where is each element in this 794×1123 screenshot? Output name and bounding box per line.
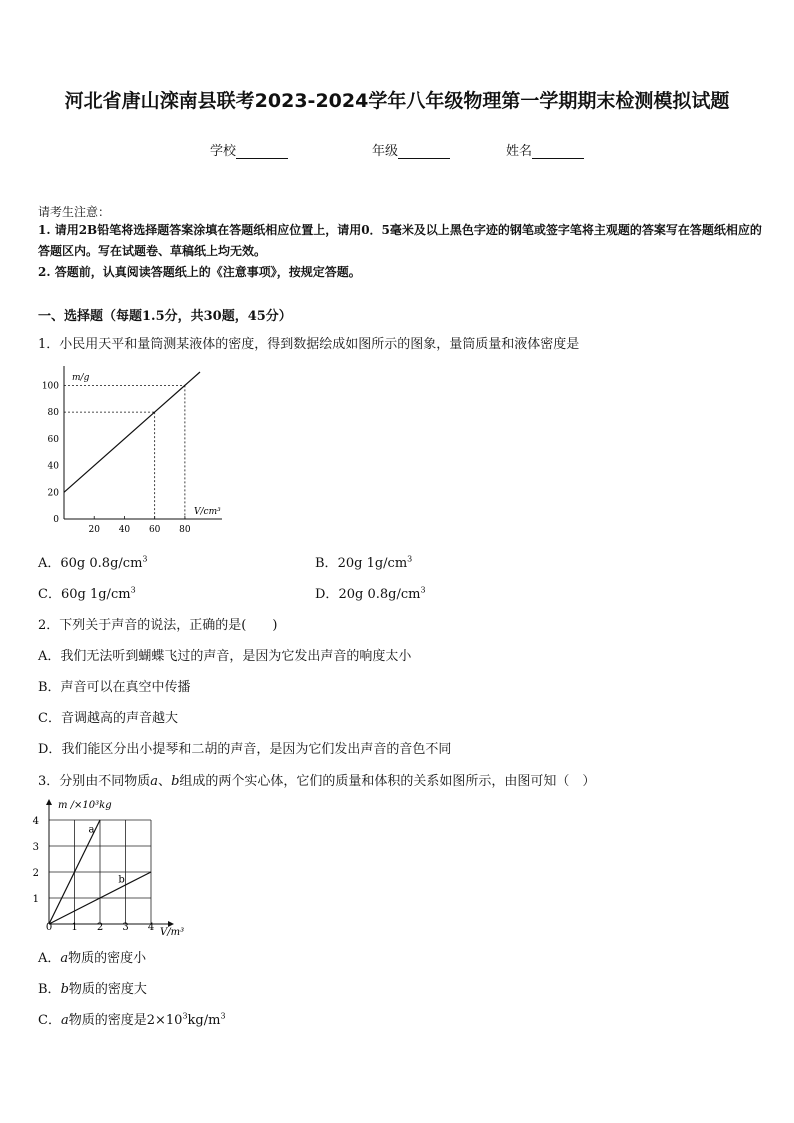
q3-a-label: A． <box>38 951 61 966</box>
y-tick-label: 60 <box>47 434 59 445</box>
school-label: 学校 <box>210 144 237 159</box>
q3-chart-ylabel: m /×10³kg <box>58 800 112 811</box>
x-tick-label: 60 <box>148 525 161 535</box>
q1-chart <box>40 362 230 537</box>
x-tick-label: 3 <box>122 922 129 933</box>
q3-c-sup1: 3 <box>182 1011 188 1021</box>
q3-stem-var-a: a <box>150 774 159 789</box>
q3-c-sup2: 3 <box>220 1011 226 1021</box>
q1-option-d[interactable] <box>315 583 426 602</box>
series-label-b: b <box>118 874 125 886</box>
q1-b-mass: 20g <box>337 556 363 571</box>
q1-a-label: A． <box>38 556 61 571</box>
q1-stem: 1．小民用天平和量筒测某液体的密度，得到数据绘成如图所示的图象，量筒质量和液体密度是 <box>38 337 580 352</box>
q3-chart <box>28 796 198 941</box>
q1-a-density: 0.8g/cm <box>89 556 143 571</box>
notice-item-1: 1. 请用2B铅笔将选择题答案涂填在答题纸相应位置上，请用0．5毫米及以上黑色字迹的钢笔或签字笔将主观题的答案写在答题纸相应的答题区内。写在试题卷、草稿纸上均无效。 <box>38 223 762 258</box>
q3-c-label: C． <box>38 1013 61 1028</box>
q1-option-a[interactable] <box>38 552 147 571</box>
exam-title: 河北省唐山滦南县联考2023-2024学年八年级物理第一学期期末检测模拟试题 <box>64 90 730 112</box>
q1-a-sup: 3 <box>142 554 148 564</box>
q3-stem-mid: 、 <box>158 774 172 789</box>
q1-d-label: D． <box>315 587 339 602</box>
y-tick-label: 1 <box>32 894 39 905</box>
q1-b-sup: 3 <box>407 554 413 564</box>
q3-stem-var-b: b <box>171 774 180 789</box>
y-tick-label: 80 <box>47 408 59 419</box>
y-tick-label: 3 <box>32 842 39 853</box>
q3-c-unit: kg/m <box>187 1013 221 1028</box>
q1-b-label: B． <box>315 556 338 571</box>
q1-option-b[interactable] <box>315 552 412 571</box>
grade-blank[interactable] <box>398 146 450 159</box>
q3-option-c[interactable] <box>38 1009 226 1028</box>
q3-chart-axes <box>46 799 174 927</box>
school-field[interactable] <box>210 140 288 159</box>
q1-d-density: 0.8g/cm <box>367 587 421 602</box>
x-tick-label: 1 <box>71 922 78 933</box>
x-tick-label: 2 <box>96 922 104 933</box>
name-label: 姓名 <box>506 144 533 159</box>
q1-chart-guides <box>64 385 185 519</box>
q2-option-a[interactable]: A．我们无法听到蝴蝶飞过的声音，是因为它发出声音的响度太小 <box>38 649 412 664</box>
q1-chart-xlabel: V/cm³ <box>194 507 221 517</box>
q3-b-label: B． <box>38 982 61 997</box>
section-title: 一、选择题（每题1.5分，共30题，45分） <box>38 309 292 324</box>
q3-b-var: b <box>60 982 69 997</box>
q3-option-a[interactable] <box>38 947 146 966</box>
q1-c-label: C． <box>38 587 61 602</box>
y-tick-label: 2 <box>32 868 39 879</box>
notice-item-2: 2. 答题前，认真阅读答题纸上的《注意事项》，按规定答题。 <box>38 265 361 279</box>
q1-a-mass: 60g <box>60 556 86 571</box>
x-tick-label: 80 <box>179 525 191 535</box>
q3-c-var: a <box>60 1013 69 1028</box>
q1-chart-axes <box>64 366 222 519</box>
q3-chart-xlabel: V/m³ <box>160 927 185 938</box>
q2-option-d[interactable]: D．我们能区分出小提琴和二胡的声音，是因为它们发出声音的音色不同 <box>38 742 452 757</box>
grade-label: 年级 <box>372 144 399 159</box>
q3-stem-suffix: 组成的两个实心体，它们的质量和体积的关系如图所示，由图可知（ ） <box>179 774 596 789</box>
q1-c-mass: 60g <box>60 587 86 602</box>
y-axis-arrow <box>46 799 52 805</box>
q2-option-b[interactable]: B．声音可以在真空中传播 <box>38 680 191 695</box>
q1-d-mass: 20g <box>338 587 364 602</box>
q3-option-b[interactable] <box>38 978 147 997</box>
name-blank[interactable] <box>532 146 584 159</box>
x-tick-label: 4 <box>147 922 155 933</box>
name-field[interactable] <box>506 140 584 159</box>
q3-a-var: a <box>60 951 69 966</box>
q1-chart-ylabel: m/g <box>72 373 90 383</box>
y-tick-label: 20 <box>47 488 59 499</box>
x-tick-label: 20 <box>88 525 100 535</box>
q3-c-text: 物质的密度是2×10 <box>68 1013 183 1028</box>
y-tick-label: 100 <box>41 381 59 392</box>
q3-chart-grid <box>49 820 151 924</box>
y-tick-label: 4 <box>32 816 39 827</box>
q1-b-density: 1g/cm <box>366 556 408 571</box>
q2-option-c[interactable]: C．音调越高的声音越大 <box>38 711 178 726</box>
q3-a-text: 物质的密度小 <box>68 951 147 966</box>
q1-chart-series <box>64 372 200 492</box>
y-tick-label: 0 <box>53 515 59 525</box>
grade-field[interactable] <box>372 140 450 159</box>
q3-b-text: 物质的密度大 <box>68 982 147 997</box>
q3-stem <box>38 770 595 789</box>
q3-stem-prefix: 3．分别由不同物质 <box>38 774 151 789</box>
y-tick-label: 40 <box>47 461 59 472</box>
x-tick-label: 0 <box>45 922 53 933</box>
q1-c-sup: 3 <box>130 585 136 595</box>
series-line-mv <box>64 372 200 492</box>
series-label-a: a <box>88 824 95 836</box>
x-tick-label: 40 <box>118 525 131 535</box>
q1-d-sup: 3 <box>420 585 426 595</box>
q1-option-c[interactable] <box>38 583 136 602</box>
notice-heading: 请考生注意： <box>38 205 111 219</box>
q1-c-density: 1g/cm <box>89 587 131 602</box>
q2-stem: 2．下列关于声音的说法，正确的是( ) <box>38 618 278 633</box>
school-blank[interactable] <box>236 146 288 159</box>
